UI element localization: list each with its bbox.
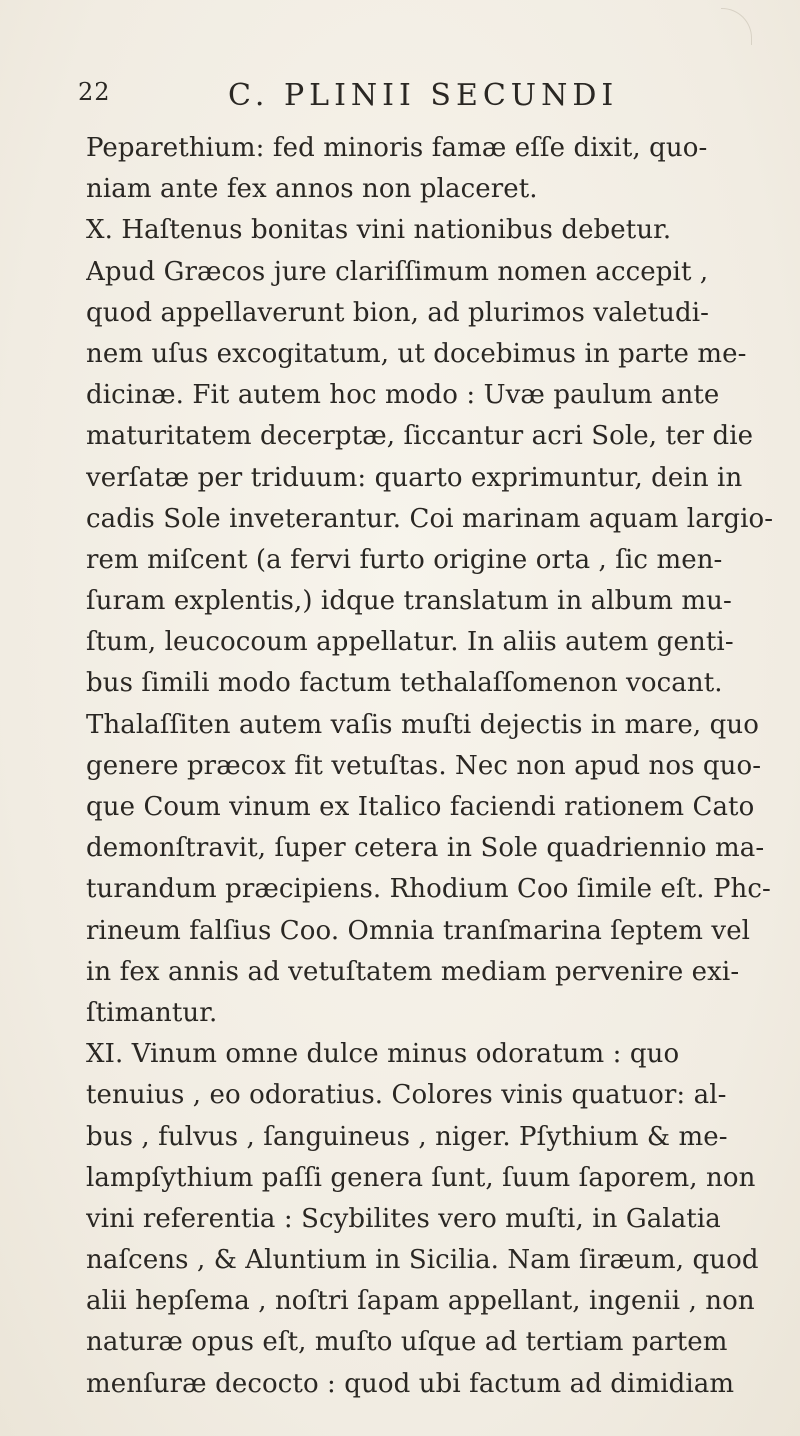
text-line: rem miſcent (a fervi furto origine orta , ſic men- bbox=[86, 544, 723, 575]
text-line: rineum falſius Coo. Omnia tranſmarina ſeptem vel bbox=[86, 915, 751, 946]
text-line: bus , fulvus , ſanguineus , niger. Pſythium & me- bbox=[86, 1121, 728, 1152]
text-line: vini referentia : Scybilites vero muſti, in Galatia bbox=[86, 1203, 721, 1234]
text-line: X. Haſtenus bonitas vini nationibus debetur. bbox=[86, 215, 672, 246]
text-line: turandum præcipiens. Rhodium Coo ſimile eſt. Phc- bbox=[86, 874, 771, 905]
text-line: que Coum vinum ex Italico faciendi rationem Cato bbox=[86, 792, 755, 822]
text-line: cadis Sole inveterantur. Coi marinam aquam largio- bbox=[86, 503, 774, 534]
text-line: dicinæ. Fit autem hoc modo : Uvæ paulum ante bbox=[86, 380, 720, 411]
text-line: ſtum, leucocoum appellatur. In aliis autem genti- bbox=[86, 627, 734, 658]
text-line: verſatæ per triduum: quarto exprimuntur, dein in bbox=[86, 462, 743, 493]
running-head: C. PLINII SECUNDI bbox=[228, 78, 619, 113]
text-line: demonſtravit, ſuper cetera in Sole quadriennio ma- bbox=[86, 833, 765, 864]
text-line: naturæ opus eſt, muſto uſque ad tertiam partem bbox=[86, 1327, 728, 1358]
text-line: alii hepſema , noſtri ſapam appellant, ingenii , non bbox=[86, 1286, 755, 1317]
text-line: bus ſimili modo factum tethalaſſomenon vocant. bbox=[86, 668, 723, 699]
page-header bbox=[78, 78, 778, 118]
page-corner-mark bbox=[721, 8, 752, 45]
text-line: genere præcox fit vetuſtas. Nec non apud nos quo- bbox=[86, 750, 762, 781]
text-line: ſtimantur. bbox=[86, 997, 218, 1028]
text-line: maturitatem decerptæ, ſiccantur acri Sole, ter die bbox=[86, 421, 754, 452]
text-line: Apud Græcos jure clariſſimum nomen accepit , bbox=[86, 256, 709, 287]
page-number: 22 bbox=[78, 78, 111, 106]
text-line: ſuram explentis,) idque translatum in album mu- bbox=[86, 586, 732, 617]
text-line: XI. Vinum omne dulce minus odoratum : quo bbox=[86, 1039, 680, 1070]
body-text bbox=[86, 128, 776, 1405]
text-line: lampſythium paſſi genera ſunt, ſuum ſaporem, non bbox=[86, 1162, 756, 1193]
text-line: menſuræ decocto : quod ubi factum ad dimidiam bbox=[86, 1368, 735, 1399]
text-line: Thalaſſiten autem vaſis muſti dejectis in mare, quo bbox=[86, 709, 759, 740]
text-line: naſcens , & Aluntium in Sicilia. Nam ſiræum, quod bbox=[86, 1245, 759, 1276]
text-line: Peparethium: fed minoris famæ eſſe dixit, quo- bbox=[86, 133, 708, 163]
text-line: tenuius , eo odoratius. Colores vinis quatuor: al- bbox=[86, 1080, 727, 1111]
text-line: nem uſus excogitatum, ut docebimus in parte me- bbox=[86, 338, 747, 369]
text-line: niam ante fex annos non placeret. bbox=[86, 174, 538, 205]
text-line: in fex annis ad vetuſtatem mediam pervenire exi- bbox=[86, 956, 740, 987]
text-line: quod appellaverunt bion, ad plurimos valetudi- bbox=[86, 297, 710, 328]
